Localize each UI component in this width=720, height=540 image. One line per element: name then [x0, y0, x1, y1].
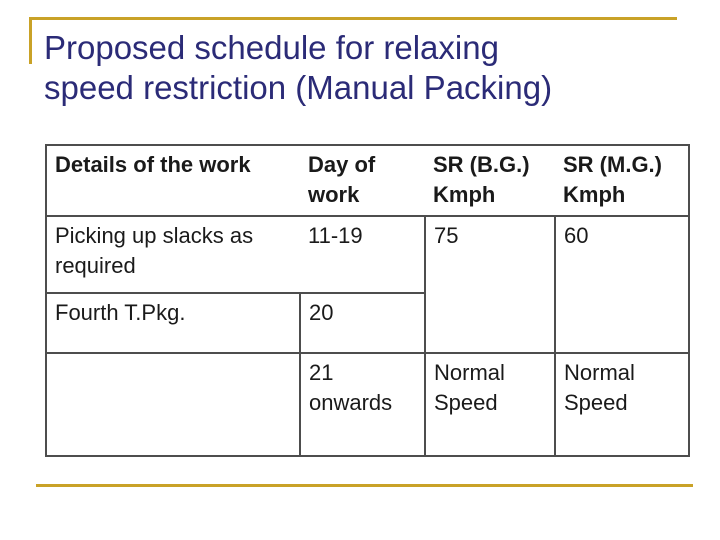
- schedule-table: [47, 146, 688, 455]
- top-accent-line: [32, 17, 677, 20]
- cell-day: 20: [300, 293, 425, 353]
- table-header-row: [47, 146, 688, 216]
- title-line-1: Proposed schedule for relaxing: [44, 29, 499, 66]
- cell-sr-bg: Normal Speed: [425, 353, 555, 455]
- table-row: [47, 216, 688, 293]
- cell-sr-bg: [425, 293, 555, 353]
- cell-sr-mg: 60: [564, 223, 589, 248]
- cell-day: 21 onwards: [300, 353, 425, 455]
- header-day: Day of work: [300, 146, 425, 216]
- header-sr-bg: SR (B.G.) Kmph: [425, 146, 555, 216]
- header-details: Details of the work: [47, 146, 300, 216]
- cell-details: [47, 353, 300, 455]
- cell-sr-mg: [555, 293, 688, 353]
- header-sr-mg: SR (M.G.) Kmph: [555, 146, 688, 216]
- bottom-accent-line: [36, 484, 693, 487]
- table-row: [47, 353, 688, 455]
- title-line-2: speed restriction (Manual Packing): [44, 69, 553, 106]
- left-accent-line: [29, 17, 32, 64]
- cell-details: Fourth T.Pkg.: [47, 293, 300, 353]
- cell-day: 11-19: [300, 216, 425, 293]
- slide-title: [44, 28, 684, 108]
- cell-sr-mg: Normal Speed: [564, 360, 635, 415]
- table-row: [47, 293, 688, 353]
- cell-sr-bg: 75: [425, 216, 555, 293]
- cell-details: Picking up slacks as required: [47, 216, 300, 293]
